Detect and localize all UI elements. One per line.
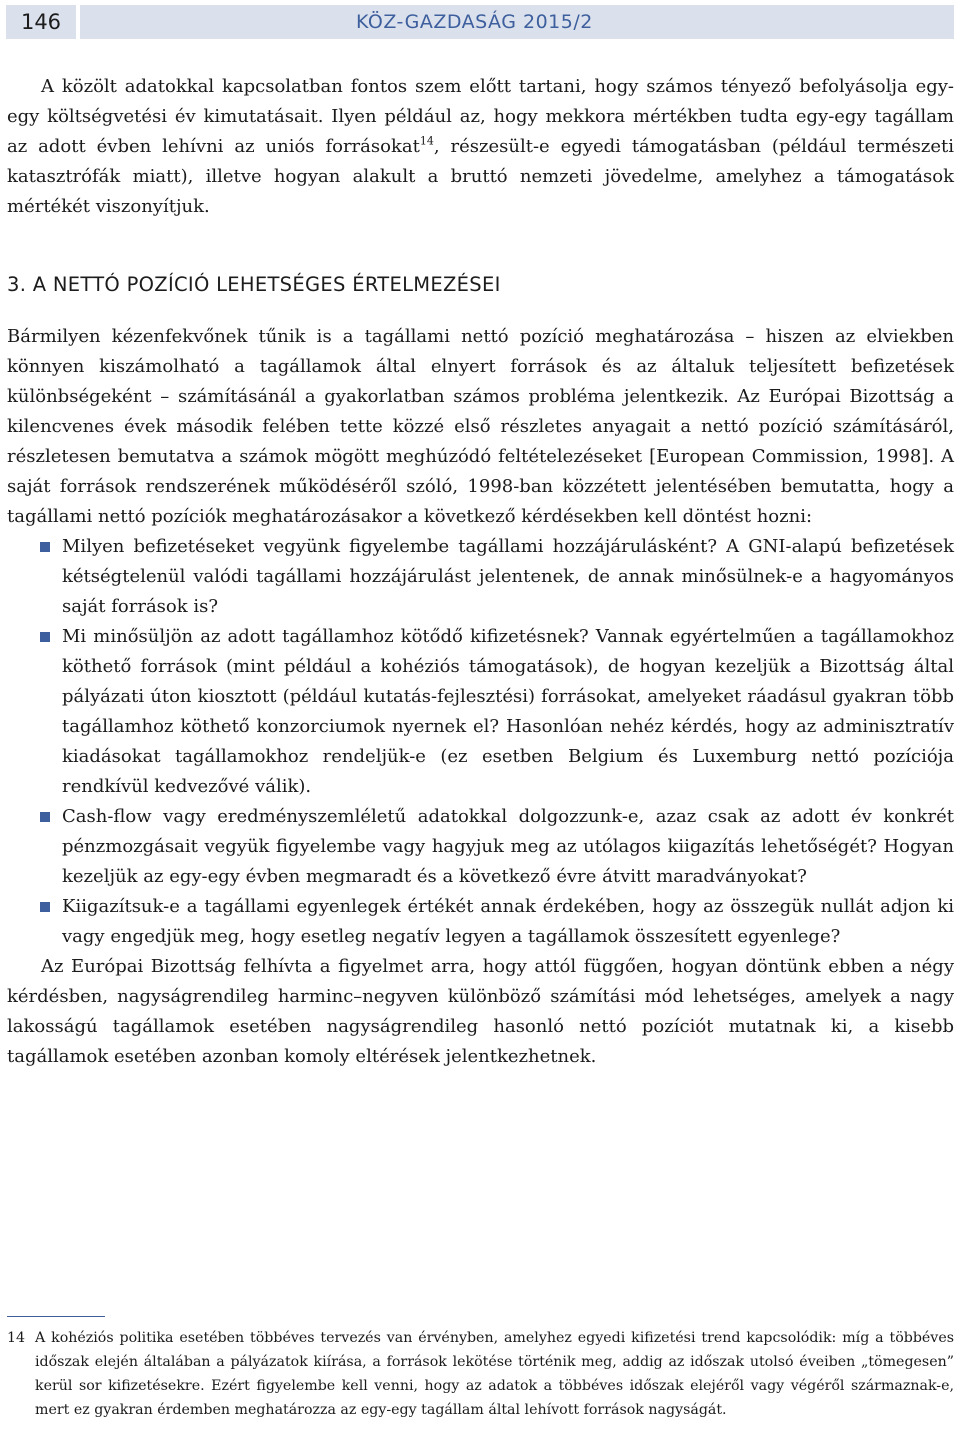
list-item: [7, 892, 954, 952]
intro-paragraph: [7, 72, 954, 222]
list-item-text: Milyen befizetéseket vegyünk figyelembe tagállami hozzájárulásként? A GNI-alapú befizetések kétségtelenül valódi tagállami hozzájárulást jelentenek, de annak minősülnek-e a hagyományos saját források is?: [62, 536, 954, 617]
square-bullet-icon: [40, 632, 50, 642]
list-item-text: Cash-flow vagy eredményszemléletű adatokkal dolgozzunk-e, azaz csak az adott év konkrét pénzmozgásait vegyük figyelembe vagy hagyjuk meg az utólagos kiigazítás lehetőségét? Hogyan kezeljük az egy-egy évben megmaradt és a következő évre átvitt maradványokat?: [62, 806, 954, 887]
list-item-text: Mi minősüljön az adott tagállamhoz kötődő kifizetésnek? Vannak egyértelműen a tagállamokhoz köthető források (mint például a kohéziós támogatások), de hogyan kezeljük a Bizottság által pályázati úton kiosztott (például kutatás-fejlesztési) forrásokat, amelyeket ráadásul gyakran több tagállamhoz köthető konzorciumok nyernek el? Hasonlóan nehéz kérdés, hogy az adminisztratív kiadásokat tagállamokhoz rendeljük-e (ez esetben Belgium és Luxemburg nettó pozíciója rendkívül kedvezővé válik).: [62, 626, 954, 797]
square-bullet-icon: [40, 812, 50, 822]
square-bullet-icon: [40, 902, 50, 912]
article-body: [7, 72, 954, 1072]
intro-text-b: , részesült-e egyedi támogatásban (például természeti katasztrófák miatt), illetve hogyan alakult a bruttó nemzeti jövedelme, amelyhez a támogatások mértékét viszonyítjuk.: [7, 136, 954, 217]
intro-text-a: A közölt adatokkal kapcsolatban fontos szem előtt tartani, hogy számos tényező befolyásolja egy-egy költségvetési év kimutatásait. Ilyen például az, hogy mekkora mértékben tudta egy-egy tagállam az adott évben lehívni az uniós forrásokat: [7, 76, 954, 157]
footnote: [7, 1326, 954, 1422]
footnote-text: A kohéziós politika esetében többéves tervezés van érvényben, amelyhez egyedi kifizetési trend kapcsolódik: míg a többéves időszak elején általában a pályázatok kiírása, a források lekötése történik meg, addig az időszak utolsó éveiben „tömegesen” kerül sor kifizetésekre. Ezért figyelembe kell venni, hogy az adatok a többéves időszak elejéről vagy végéről származnak-e, mert ez gyakran érdemben meghatározza az egy-egy tagállam által lehívott források nagyságát.: [35, 1330, 954, 1418]
list-item: [7, 622, 954, 802]
question-list: [7, 532, 954, 952]
list-item: [7, 532, 954, 622]
footnote-reference: 14: [419, 134, 434, 148]
footnote-paragraph: [7, 1326, 954, 1422]
journal-title: KÖZ-GAZDASÁG 2015/2: [80, 5, 954, 39]
footnote-divider: [7, 1316, 105, 1317]
list-item: [7, 802, 954, 892]
list-item-text: Kiigazítsuk-e a tagállami egyenlegek értékét annak érdekében, hogy az összegük nullát adjon ki vagy engedjük meg, hogy esetleg negatív legyen a tagállamok összesített egyenlege?: [62, 896, 954, 947]
section-heading: 3. A NETTÓ POZÍCIÓ LEHETSÉGES ÉRTELMEZÉSEI: [7, 273, 501, 296]
section-paragraph: Bármilyen kézenfekvőnek tűnik is a tagállami nettó pozíció meghatározása – hiszen az elviekben könnyen kiszámolható a tagállamok által elnyert források és az általuk teljesített befizetések különbségeként – számításánál a gyakorlatban számos probléma jelentkezik. Az Európai Bizottság a kilencvenes évek második felében tette közzé első részletes anyagait a nettó pozíció számításáról, részletesen bemutatva a számok mögött meghúzódó feltételezéseket [European Commission, 1998]. A saját források rendszerének működéséről szóló, 1998-ban közzétett jelentésében bemutatta, hogy a tagállami nettó pozíciók meghatározásakor a következő kérdésekben kell döntést hozni:: [7, 326, 954, 527]
page-number: 146: [6, 5, 76, 39]
page-header: [0, 0, 960, 44]
square-bullet-icon: [40, 542, 50, 552]
closing-paragraph: Az Európai Bizottság felhívta a figyelmet arra, hogy attól függően, hogyan döntünk ebben a négy kérdésben, nagyságrendileg harminc–negyven különböző számítási mód lehetséges, amelyek a nagy lakosságú tagállamok esetében nagyságrendileg hasonló nettó pozíciót mutatnak ki, a kisebb tagállamok esetében azonban komoly eltérések jelentkezhetnek.: [7, 956, 954, 1067]
footnote-number: 14: [7, 1330, 26, 1346]
